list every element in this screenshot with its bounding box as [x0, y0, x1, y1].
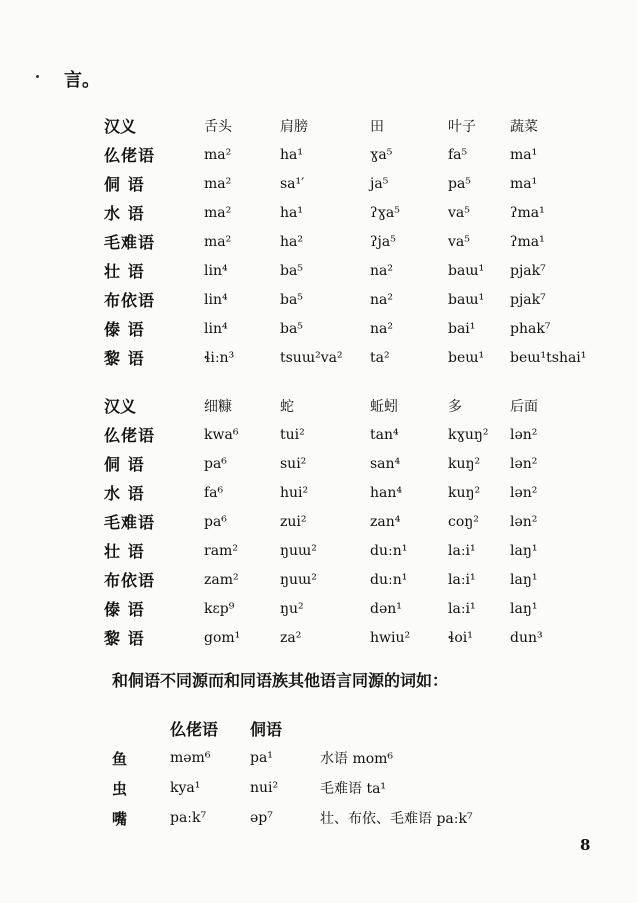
header-cell: 汉义	[104, 117, 137, 136]
cell: pa¹	[250, 750, 273, 766]
header-cell: 蛇	[280, 398, 294, 415]
cell: zan⁴	[370, 513, 401, 530]
cell: pa⁶	[204, 513, 227, 530]
cell: kwa⁶	[204, 426, 239, 443]
cell: laŋ¹	[510, 542, 538, 559]
cell: lən²	[510, 426, 538, 443]
cell: hwiu²	[370, 629, 411, 646]
cell: bai¹	[448, 320, 476, 337]
cell: ɣa⁵	[370, 146, 393, 163]
cell: beɯ¹	[448, 349, 485, 366]
lead-text: 言。	[64, 70, 100, 91]
cell: ɬoi¹	[448, 629, 473, 646]
table-row	[104, 594, 590, 623]
cell: va⁵	[448, 204, 470, 221]
cell: pjak⁷	[510, 262, 546, 279]
cell: ha²	[280, 233, 303, 250]
cell: kuŋ²	[448, 484, 481, 501]
cell: zui²	[280, 513, 307, 530]
language-name: 布依语	[104, 571, 156, 590]
vocabulary-table-2	[104, 391, 590, 652]
header-cell: 汉义	[104, 397, 137, 416]
cell: laːi¹	[448, 542, 476, 559]
cell: san⁴	[370, 455, 401, 472]
table-header-row	[112, 713, 540, 743]
cell: 壮、布依、毛难语 paːk⁷	[320, 811, 473, 827]
table-row	[104, 507, 590, 536]
cell: kya¹	[170, 780, 201, 796]
cell: əp⁷	[250, 810, 273, 826]
cell: beɯ¹tshai¹	[510, 349, 587, 366]
table-row	[104, 449, 590, 478]
cell: nui²	[250, 780, 279, 796]
language-name: 毛难语	[104, 233, 156, 252]
cell: tan⁴	[370, 426, 399, 443]
cell: gom¹	[204, 629, 241, 646]
header-cell	[112, 713, 170, 743]
cell: ŋuɯ²	[280, 571, 317, 588]
header-cell: 蚯蚓	[370, 398, 398, 415]
table-row	[104, 140, 590, 169]
header-cell: 仫佬语	[170, 719, 219, 739]
examples-table	[112, 713, 540, 833]
cell: ʔja⁵	[370, 233, 396, 250]
cell: ma²	[204, 204, 232, 221]
table-row	[104, 169, 590, 198]
cell: ŋuɯ²	[280, 542, 317, 559]
cell: tsuɯ²va²	[280, 349, 343, 366]
header-cell: 肩膀	[280, 118, 308, 135]
cell: ba⁵	[280, 262, 303, 279]
cell: lən²	[510, 513, 538, 530]
table-row	[104, 343, 590, 372]
header-cell: 侗语	[250, 719, 283, 739]
cell: baɯ¹	[448, 262, 485, 279]
page-number: 8	[580, 836, 591, 854]
table-header-row	[104, 391, 590, 420]
cell: baɯ¹	[448, 291, 485, 308]
language-name: 壮 语	[104, 262, 145, 281]
table-row	[104, 536, 590, 565]
cell: ram²	[204, 542, 238, 559]
cell: coŋ²	[448, 513, 479, 530]
cell: pa⁶	[204, 455, 227, 472]
cell: ha¹	[280, 204, 303, 221]
cell: 毛难语 ta¹	[320, 781, 387, 797]
cell: na²	[370, 262, 393, 279]
cell: ŋu²	[280, 600, 304, 617]
header-cell: 后面	[510, 398, 538, 415]
cell: fa⁶	[204, 484, 224, 501]
cell: za²	[280, 629, 302, 646]
speck	[36, 75, 39, 78]
cell: kuŋ²	[448, 455, 481, 472]
cell: dun³	[510, 629, 543, 646]
cell: duːn¹	[370, 571, 408, 588]
cell: ba⁵	[280, 291, 303, 308]
cell: ʔma¹	[510, 233, 545, 250]
note-text: 和侗语不同源而和同语族其他语言同源的词如：	[112, 671, 449, 690]
gloss-word: 鱼	[112, 749, 128, 768]
header-cell: 叶子	[448, 118, 476, 135]
cell: zam²	[204, 571, 239, 588]
cell: ʔɣa⁵	[370, 204, 400, 221]
cell: sui²	[280, 455, 307, 472]
cell: duːn¹	[370, 542, 408, 559]
cell: ja⁵	[370, 175, 389, 192]
gloss-word: 嘴	[112, 809, 128, 828]
cell: laŋ¹	[510, 600, 538, 617]
language-name: 侗 语	[104, 455, 145, 474]
cell: hui²	[280, 484, 309, 501]
language-name: 水 语	[104, 204, 145, 223]
language-name: 布依语	[104, 291, 156, 310]
header-cell	[320, 713, 540, 743]
cell: tui²	[280, 426, 305, 443]
table-row	[104, 227, 590, 256]
cell: fa⁵	[448, 146, 468, 163]
table-row	[112, 803, 540, 833]
cell: paːk⁷	[170, 810, 207, 826]
header-cell: 蔬菜	[510, 118, 538, 135]
vocabulary-table-1	[104, 111, 590, 372]
header-cell: 田	[370, 118, 384, 135]
cell: ʔma¹	[510, 204, 545, 221]
cell: lin⁴	[204, 320, 228, 337]
cell: ma²	[204, 146, 232, 163]
table-row	[104, 256, 590, 285]
cell: kɛp⁹	[204, 600, 235, 617]
table-row	[112, 743, 540, 773]
cell: ma¹	[510, 146, 538, 163]
language-name: 仫佬语	[104, 146, 156, 165]
cell: 水语 mom⁶	[320, 751, 394, 767]
cell: laːi¹	[448, 571, 476, 588]
table-row	[104, 478, 590, 507]
language-name: 侗 语	[104, 175, 145, 194]
language-name: 壮 语	[104, 542, 145, 561]
language-name: 黎 语	[104, 349, 145, 368]
header-cell: 舌头	[204, 118, 232, 135]
table-row	[104, 285, 590, 314]
cell: ma²	[204, 175, 232, 192]
cell: laːi¹	[448, 600, 476, 617]
cell: sa¹′	[280, 175, 305, 192]
cell: ma²	[204, 233, 232, 250]
cell: lən²	[510, 455, 538, 472]
cell: na²	[370, 291, 393, 308]
gloss-word: 虫	[112, 779, 128, 798]
cell: ba⁵	[280, 320, 303, 337]
cell: va⁵	[448, 233, 470, 250]
language-name: 傣 语	[104, 600, 145, 619]
cell: kɣuŋ²	[448, 426, 489, 443]
language-name: 水 语	[104, 484, 145, 503]
cell: lən²	[510, 484, 538, 501]
cell: dən¹	[370, 600, 402, 617]
table-row	[104, 314, 590, 343]
table-row	[104, 420, 590, 449]
header-cell: 细糠	[204, 398, 232, 415]
cell: ma¹	[510, 175, 538, 192]
cell: pjak⁷	[510, 291, 546, 308]
cell: pa⁵	[448, 175, 471, 192]
language-name: 黎 语	[104, 629, 145, 648]
table-row	[104, 623, 590, 652]
cell: ta²	[370, 349, 390, 366]
cell: məm⁶	[170, 750, 211, 766]
cell: phak⁷	[510, 320, 551, 337]
cell: han⁴	[370, 484, 402, 501]
cell: ha¹	[280, 146, 303, 163]
cell: lin⁴	[204, 291, 228, 308]
table-row	[112, 773, 540, 803]
table-header-row	[104, 111, 590, 140]
header-cell: 多	[448, 398, 462, 415]
table-row	[104, 565, 590, 594]
cell: ɬiːn³	[204, 349, 235, 366]
cell: lin⁴	[204, 262, 228, 279]
cell: na²	[370, 320, 393, 337]
cell: laŋ¹	[510, 571, 538, 588]
language-name: 毛难语	[104, 513, 156, 532]
table-row	[104, 198, 590, 227]
language-name: 仫佬语	[104, 426, 156, 445]
language-name: 傣 语	[104, 320, 145, 339]
